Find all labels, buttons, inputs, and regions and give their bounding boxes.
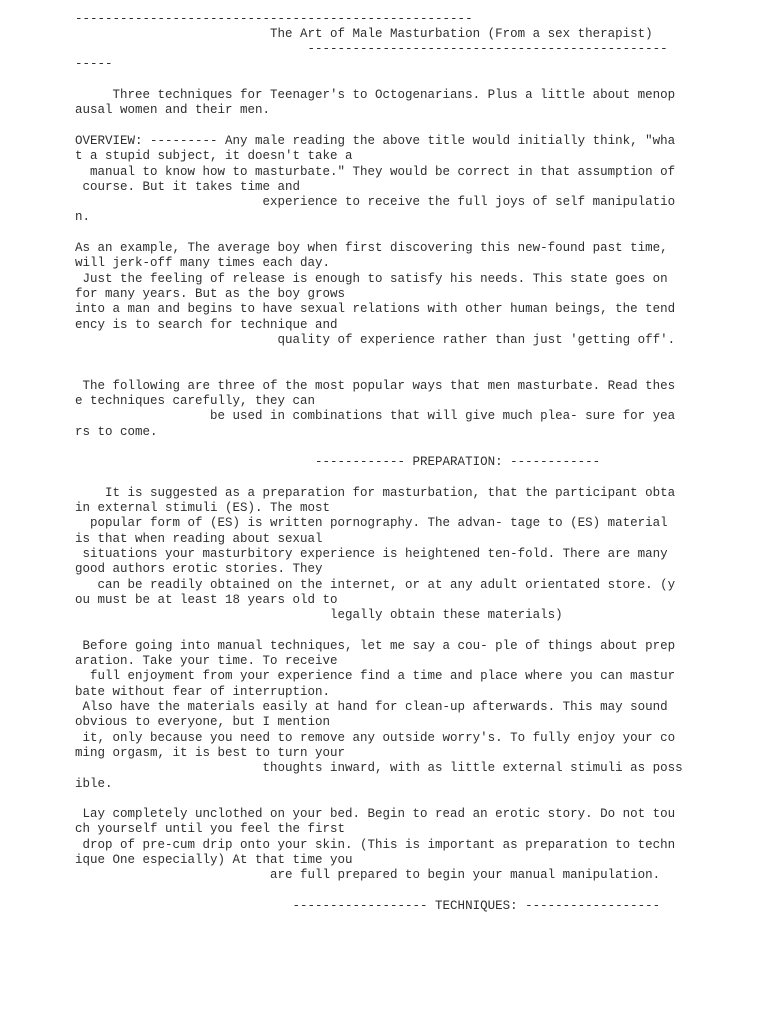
- text-line: [75, 226, 685, 241]
- text-line: -----------------------------------------------------: [75, 11, 473, 26]
- text-line: rs to come.: [75, 424, 158, 439]
- text-line: experience to receive the full joys of self manipulatio: [75, 195, 676, 210]
- text-line: The Art of Male Masturbation (From a sex therapist): [75, 26, 653, 41]
- text-line: ique One especially) At that time you: [75, 853, 353, 867]
- text-line: t a stupid subject, it doesn't take a: [75, 149, 353, 164]
- text-line: ch yourself until you feel the first: [75, 822, 346, 837]
- text-line: e techniques carefully, they can: [75, 394, 316, 408]
- text-line: aration. Take your time. To receive: [75, 654, 338, 669]
- text-line: drop of pre-cum drip onto your skin. (This is important as preparation to techn: [75, 837, 676, 852]
- text-line: As an example, The average boy when first discovering this new-found past time,: [75, 241, 668, 255]
- text-line: full enjoyment from your experience find a time and place where you can mastur: [75, 669, 676, 684]
- text-line: [75, 73, 685, 88]
- text-line: into a man and begins to have sexual relations with other human beings, the tend: [75, 302, 676, 317]
- text-line: bate without fear of interruption.: [75, 684, 331, 699]
- text-line: Lay completely unclothed on your bed. Begin to read an erotic story. Do not tou: [75, 807, 676, 822]
- text-line: Also have the materials easily at hand for clean-up afterwards. This may sound: [75, 700, 668, 714]
- text-line: manual to know how to masturbate." They would be correct in that assumption of: [75, 164, 676, 179]
- text-line: will jerk-off many times each day.: [75, 256, 331, 271]
- text-line: ou must be at least 18 years old to: [75, 592, 338, 607]
- text-line: obvious to everyone, but I mention: [75, 715, 331, 730]
- text-line: thoughts inward, with as little external stimuli as poss: [75, 761, 683, 776]
- text-line: [75, 363, 685, 378]
- text-line: It is suggested as a preparation for masturbation, that the participant obta: [75, 485, 676, 500]
- text-line: OVERVIEW: --------- Any male reading the above title would initially think, "wha: [75, 133, 676, 148]
- text-line: [75, 471, 685, 486]
- text-line: The following are three of the most popular ways that men masturbate. Read thes: [75, 378, 676, 393]
- text-line: good authors erotic stories. They: [75, 562, 323, 577]
- text-line: [75, 348, 685, 363]
- text-line: situations your masturbitory experience is heightened ten-fold. There are many: [75, 547, 668, 561]
- text-line: [75, 624, 685, 639]
- text-line: Before going into manual techniques, let me say a cou- ple of things about prep: [75, 638, 676, 653]
- text-line: course. But it takes time and: [75, 179, 301, 194]
- text-line: are full prepared to begin your manual manipulation.: [75, 868, 661, 883]
- text-line: legally obtain these materials): [75, 608, 563, 623]
- text-line: -----: [75, 57, 113, 72]
- text-line: for many years. But as the boy grows: [75, 286, 346, 301]
- text-line: Three techniques for Teenager's to Octogenarians. Plus a little about menop: [75, 88, 676, 102]
- text-line: [75, 119, 685, 134]
- text-line: ming orgasm, it is best to turn your: [75, 745, 346, 760]
- text-line: n.: [75, 210, 91, 225]
- text-line: ------------ PREPARATION: ------------: [75, 455, 601, 470]
- text-line: ausal women and their men.: [75, 103, 271, 118]
- text-line: popular form of (ES) is written pornography. The advan- tage to (ES) material: [75, 516, 668, 531]
- text-line: ------------------------------------------------: [75, 42, 668, 57]
- text-line: [75, 792, 685, 807]
- text-line: quality of experience rather than just 'getting off'.: [75, 332, 676, 347]
- text-line: Just the feeling of release is enough to satisfy his needs. This state goes on: [75, 271, 668, 286]
- text-line: it, only because you need to remove any outside worry's. To fully enjoy your co: [75, 730, 676, 745]
- text-line: can be readily obtained on the internet, or at any adult orientated store. (y: [75, 577, 676, 592]
- text-line: in external stimuli (ES). The most: [75, 501, 331, 516]
- text-line: is that when reading about sexual: [75, 531, 323, 546]
- text-line: ible.: [75, 776, 113, 791]
- text-line: be used in combinations that will give much plea- sure for yea: [75, 409, 676, 424]
- text-line: ency is to search for technique and: [75, 317, 338, 332]
- text-line: [75, 440, 685, 455]
- text-line: ------------------ TECHNIQUES: ------------------: [75, 898, 661, 913]
- text-line: [75, 884, 685, 899]
